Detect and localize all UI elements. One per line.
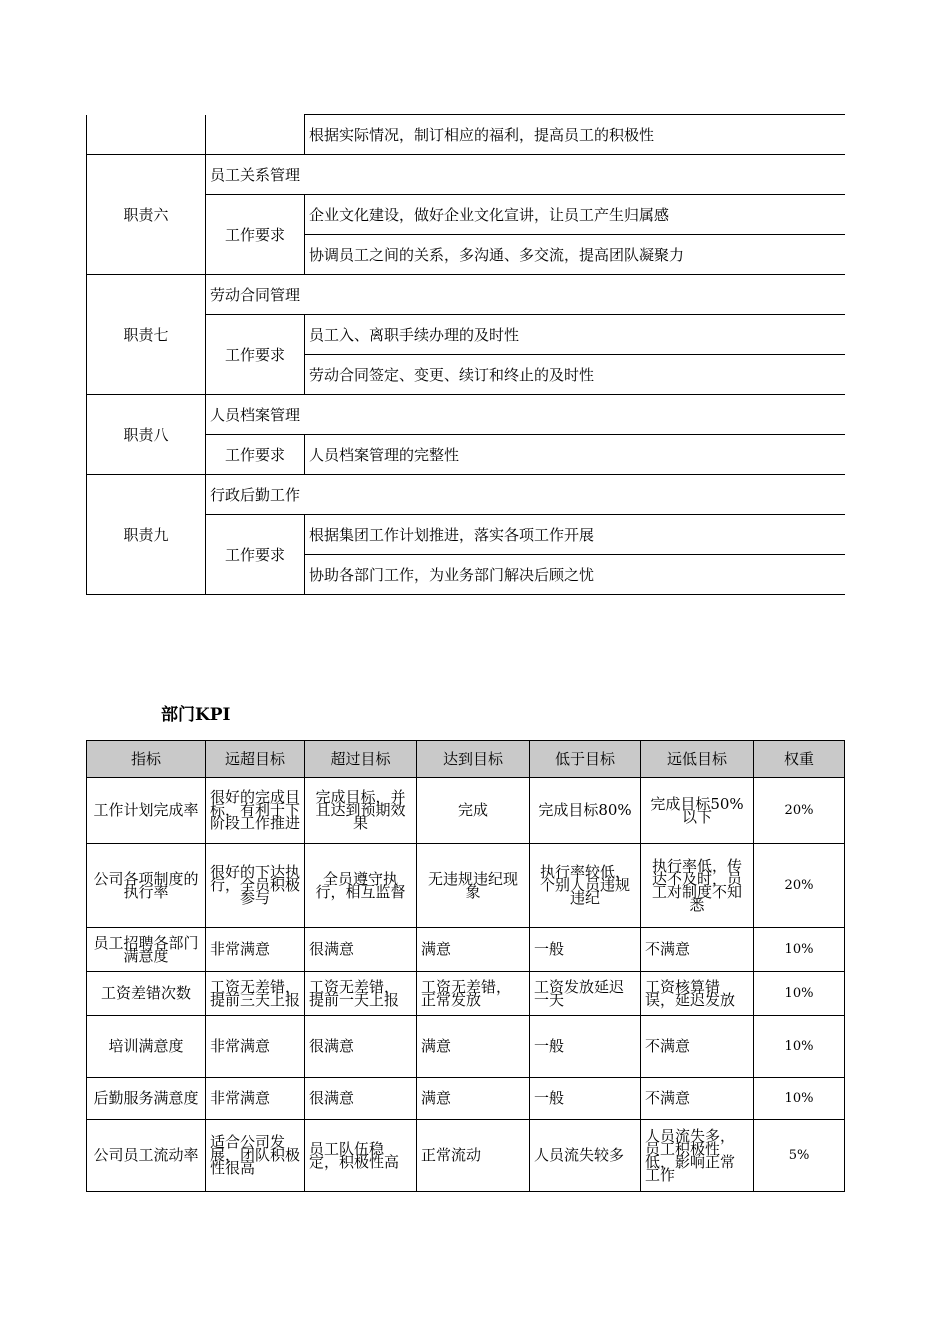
- table-row: [87, 928, 845, 972]
- table-row: [87, 1078, 845, 1120]
- kpi-cell: 一般: [530, 928, 641, 972]
- header-below: 低于目标: [530, 741, 641, 778]
- table-row: [87, 1120, 845, 1192]
- kpi-indicator: 公司员工流动率: [87, 1120, 206, 1192]
- requirement-label: 工作要求: [206, 435, 305, 475]
- kpi-cell: 工资发放延迟一天: [530, 972, 641, 1016]
- kpi-cell: 非常满意: [206, 1016, 305, 1078]
- kpi-cell: 正常流动: [417, 1120, 530, 1192]
- table-row: [87, 275, 845, 315]
- header-meet: 达到目标: [417, 741, 530, 778]
- table-row: [87, 115, 845, 155]
- kpi-indicator: 工作计划完成率: [87, 778, 206, 844]
- header-exceed: 超过目标: [305, 741, 417, 778]
- duty-item: 劳动合同管理: [206, 275, 845, 315]
- kpi-cell: 非常满意: [206, 928, 305, 972]
- kpi-cell: 非常满意: [206, 1078, 305, 1120]
- kpi-weight: 20%: [754, 844, 845, 928]
- duty-title: 职责九: [87, 475, 206, 595]
- cell-empty: [87, 115, 206, 155]
- kpi-cell: 完成目标，并且达到预期效果: [305, 778, 417, 844]
- header-far-exceed: 远超目标: [206, 741, 305, 778]
- kpi-title: 部门KPI: [161, 705, 231, 725]
- kpi-weight: 10%: [754, 1016, 845, 1078]
- responsibility-table: [86, 114, 845, 595]
- kpi-cell: 无违规违纪现象: [417, 844, 530, 928]
- kpi-cell: 完成目标80%: [530, 778, 641, 844]
- kpi-indicator: 后勤服务满意度: [87, 1078, 206, 1120]
- kpi-indicator: 员工招聘各部门满意度: [87, 928, 206, 972]
- kpi-cell: 很满意: [305, 1016, 417, 1078]
- kpi-cell: 适合公司发展，团队积极性很高: [206, 1120, 305, 1192]
- kpi-cell: 执行率低，传达不及时，员工对制度不知悉: [641, 844, 754, 928]
- requirement-cell: 根据集团工作计划推进，落实各项工作开展: [305, 515, 845, 555]
- requirement-cell: 企业文化建设，做好企业文化宣讲，让员工产生归属感: [305, 195, 845, 235]
- table-row: [87, 1016, 845, 1078]
- kpi-cell: 工资无差错，提前一天上报: [305, 972, 417, 1016]
- duty-item: 人员档案管理: [206, 395, 845, 435]
- kpi-cell: 很好的下达执行，全员积极参与: [206, 844, 305, 928]
- kpi-cell: 全员遵守执行，相互监督: [305, 844, 417, 928]
- kpi-indicator: 公司各项制度的执行率: [87, 844, 206, 928]
- kpi-cell: 很好的完成目标，有利于下阶段工作推进: [206, 778, 305, 844]
- kpi-weight: 20%: [754, 778, 845, 844]
- kpi-cell: 不满意: [641, 1016, 754, 1078]
- requirement-cell: 员工入、离职手续办理的及时性: [305, 315, 845, 355]
- duty-title: 职责六: [87, 155, 206, 275]
- kpi-cell: 人员流失较多: [530, 1120, 641, 1192]
- kpi-cell: 完成目标50%以下: [641, 778, 754, 844]
- cell-empty: [206, 115, 305, 155]
- kpi-cell: 执行率较低，个别人员违规违纪: [530, 844, 641, 928]
- kpi-cell: 满意: [417, 1016, 530, 1078]
- kpi-cell: 一般: [530, 1078, 641, 1120]
- table-row: [87, 155, 845, 195]
- kpi-indicator: 工资差错次数: [87, 972, 206, 1016]
- kpi-table: [86, 740, 845, 1192]
- duty-title: 职责八: [87, 395, 206, 475]
- kpi-indicator: 培训满意度: [87, 1016, 206, 1078]
- kpi-cell: 完成: [417, 778, 530, 844]
- header-weight: 权重: [754, 741, 845, 778]
- requirement-label: 工作要求: [206, 315, 305, 395]
- kpi-cell: 工资无差错，正常发放: [417, 972, 530, 1016]
- header-indicator: 指标: [87, 741, 206, 778]
- table-row: [87, 844, 845, 928]
- kpi-cell: 满意: [417, 1078, 530, 1120]
- requirement-cell: 劳动合同签定、变更、续订和终止的及时性: [305, 355, 845, 395]
- requirement-cell: 人员档案管理的完整性: [305, 435, 845, 475]
- kpi-cell: 一般: [530, 1016, 641, 1078]
- requirement-label: 工作要求: [206, 195, 305, 275]
- table-row: [87, 778, 845, 844]
- kpi-cell: 员工队伍稳定，积极性高: [305, 1120, 417, 1192]
- kpi-weight: 10%: [754, 928, 845, 972]
- kpi-weight: 5%: [754, 1120, 845, 1192]
- header-far-below: 远低目标: [641, 741, 754, 778]
- kpi-cell: 很满意: [305, 1078, 417, 1120]
- kpi-cell: 不满意: [641, 1078, 754, 1120]
- kpi-cell: 人员流失多，员工积极性低，影响正常工作: [641, 1120, 754, 1192]
- kpi-cell: 很满意: [305, 928, 417, 972]
- requirement-label: 工作要求: [206, 515, 305, 595]
- kpi-weight: 10%: [754, 972, 845, 1016]
- duty-item: 员工关系管理: [206, 155, 845, 195]
- kpi-weight: 10%: [754, 1078, 845, 1120]
- table-row: [87, 395, 845, 435]
- duty-item: 行政后勤工作: [206, 475, 845, 515]
- kpi-cell: 工资核算错误，延迟发放: [641, 972, 754, 1016]
- duty-title: 职责七: [87, 275, 206, 395]
- kpi-header-row: [87, 741, 845, 778]
- kpi-cell: 工资无差错，提前三天上报: [206, 972, 305, 1016]
- table-row: [87, 972, 845, 1016]
- requirement-cell: 协调员工之间的关系，多沟通、多交流，提高团队凝聚力: [305, 235, 845, 275]
- kpi-cell: 不满意: [641, 928, 754, 972]
- kpi-cell: 满意: [417, 928, 530, 972]
- requirement-cell: 协助各部门工作，为业务部门解决后顾之忧: [305, 555, 845, 595]
- requirement-cell: 根据实际情况，制订相应的福利，提高员工的积极性: [305, 115, 845, 155]
- table-row: [87, 475, 845, 515]
